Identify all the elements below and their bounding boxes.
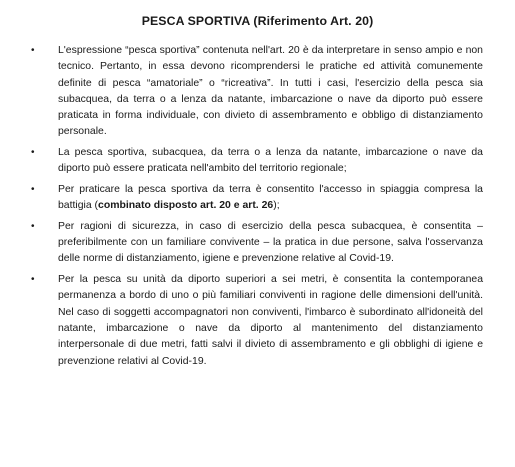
document-title: PESCA SPORTIVA (Riferimento Art. 20) xyxy=(141,14,374,28)
list-item-text: La pesca sportiva, subacquea, da terra o a lenza da natante, imbarcazione o nave da diporto può essere praticata nell'ambito del territorio regionale; xyxy=(58,147,483,175)
bullet-list xyxy=(31,43,483,374)
list-item-text: Per ragioni di sicurezza, in caso di esercizio della pesca subacquea, è consentita – preferibilmente con un familiare convivente – la pratica in due persone, salva l'osservanza delle norme di distanziamento, igiene e prevenzione relative al Covid-19. xyxy=(58,220,483,265)
list-item-text-end: ); xyxy=(273,200,280,212)
legal-reference: combinato disposto art. 20 e art. 26 xyxy=(98,200,274,212)
list-item xyxy=(31,145,483,178)
list-item xyxy=(31,43,483,141)
bullet-icon: • xyxy=(31,220,35,232)
list-item-text: Per praticare la pesca sportiva da terra è consentito l'accesso in spiaggia compresa la battigia ( xyxy=(58,183,483,212)
list-item xyxy=(31,219,483,268)
list-item xyxy=(31,182,483,215)
bullet-icon: • xyxy=(31,45,35,56)
bullet-icon: • xyxy=(31,274,35,286)
bullet-icon: • xyxy=(31,183,35,195)
list-item-text: L'espressione “pesca sportiva” contenuta nell'art. 20 è da interpretare in senso ampio e non tecnico. Pertanto, in essa devono ricomprendersi le pratiche ed attività comunemente definite di pesca “amatoriale” o “ricreativa”. In tutti i casi, l'esercizio della pesca sia subacquea, da terra o a lenza da natante, imbarcazione o nave da diporto può essere praticata in forma individuale, con divieto di assembramento e obbligo di distanziamento personale. xyxy=(58,45,483,138)
list-item-text: Per la pesca su unità da diporto superiori a sei metri, è consentita la contemporanea permanenza a bordo di uno o più familiari conviventi in ragione delle dimensioni dell'unità. Nel caso di soggetti accompagnatori non conviventi, l'imbarco è subordinato all'idoneità del natante, imbarcazione o nave da diporto al mantenimento del distanziamento interpersonale di due metri, fatti salvi il divieto di assembramento e gli obblighi di igiene e prevenzione relativi al Covid-19. xyxy=(58,274,483,367)
list-item xyxy=(31,272,483,370)
bullet-icon: • xyxy=(31,147,35,159)
